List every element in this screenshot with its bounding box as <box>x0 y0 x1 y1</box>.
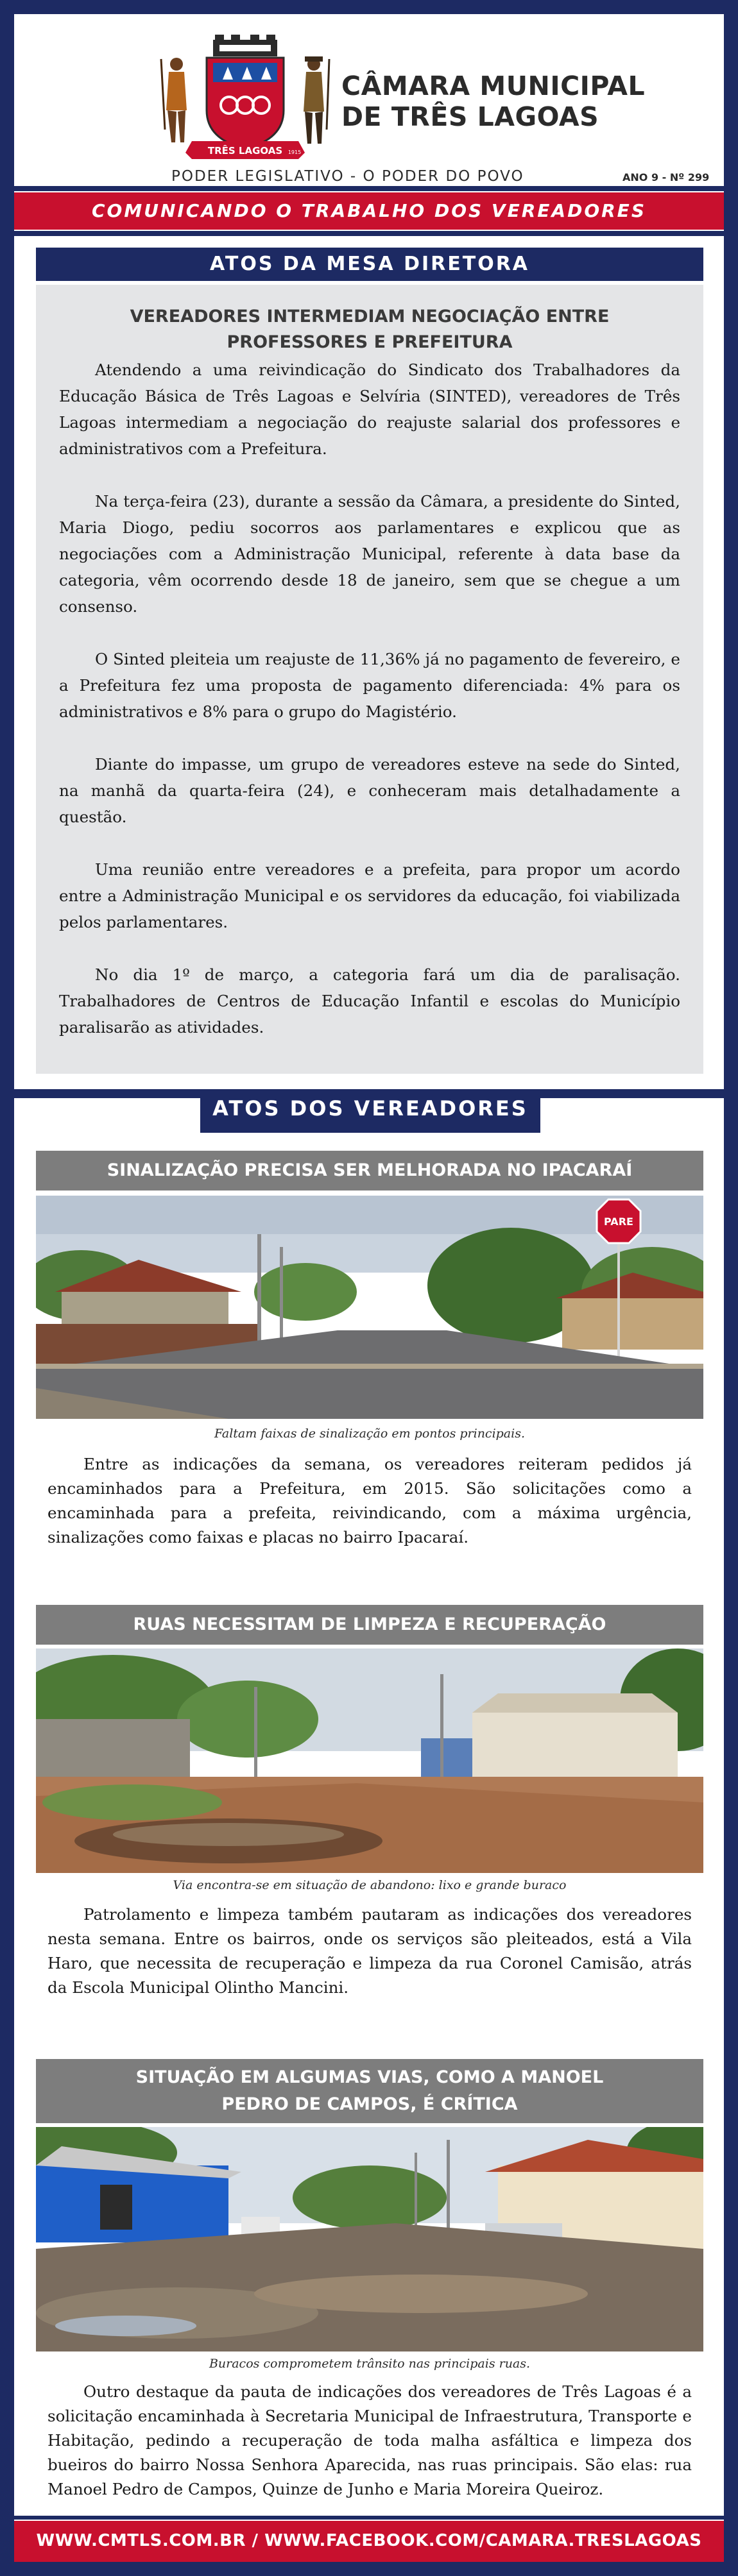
footer-links-bar[interactable] <box>14 2520 724 2562</box>
paragraph: Patrolamento e limpeza também pautaram as indicações dos vereadores nesta semana. Entre os bairros, onde os serviços são pleiteados, está a Vila Haro, que necessita de recuperação e limpeza da rua Coronel Camisão, atrás da Escola Municipal Olintho Mancini. <box>47 1905 692 1997</box>
paragraph: Diante do impasse, um grupo de vereadores esteve na sede do Sinted, na manhã da quarta-feira (24), e conheceram mais detalhadamente a questão. <box>59 755 680 826</box>
paragraph: Uma reunião entre vereadores e a prefeita, para propor um acordo entre a Administração Municipal e os servidores da educação, foi viabilizada pelos parlamentares. <box>59 860 680 931</box>
brand-title-line2: DE TRÊS LAGOAS <box>341 101 599 132</box>
paragraph: O Sinted pleiteia um reajuste de 11,36% já no pagamento de fevereiro, e a Prefeitura fez uma proposta de pagamento diferenciada: 4% para os administrativos e 8% para o grupo do Magistério. <box>59 650 680 721</box>
article-1-caption: Faltam faixas de sinalização em pontos principais. <box>214 1427 525 1441</box>
footer-links[interactable]: WWW.CMTLS.COM.BR / WWW.FACEBOOK.COM/CAMARA.TRESLAGOAS <box>36 2531 702 2550</box>
ribbon-banner <box>185 141 305 159</box>
mesa-article-headline <box>62 304 678 355</box>
mesa-headline-line2: PROFESSORES E PREFEITURA <box>227 332 513 352</box>
ribbon-label: TRÊS LAGOAS <box>207 145 283 157</box>
brand-title-line1: CÂMARA MUNICIPAL <box>341 71 646 101</box>
paragraph: Outro destaque da pauta de indicações dos vereadores de Três Lagoas é a solicitação encaminhada à Secretaria Municipal de Infraestrutura, Transporte e Habitação, pedindo a recuperação de toda malha asfáltica e limpeza dos bueiros do bairro Nossa Senhora Aparecida, nas ruas principais. São elas: rua Manoel Pedro de Campos, Quinze de Junho e Maria Moreira Queiroz. <box>47 2382 692 2498</box>
article-3-caption: Buracos comprometem trânsito nas principais ruas. <box>209 2357 531 2371</box>
left-figure-icon <box>161 58 187 142</box>
brand-title <box>341 71 645 132</box>
headline-banner-text: COMUNICANDO O TRABALHO DOS VEREADORES <box>92 200 646 221</box>
edition-number: ANO 9 - Nº 299 <box>622 171 710 183</box>
stop-sign-label: PARE <box>604 1216 633 1228</box>
shield-icon <box>207 58 284 149</box>
article-3-title <box>36 2059 703 2123</box>
mesa-headline-line1: VEREADORES INTERMEDIAM NEGOCIAÇÃO ENTRE <box>130 307 610 326</box>
mesa-article <box>36 285 703 1074</box>
masthead <box>14 14 724 186</box>
crown-icon <box>213 35 277 56</box>
article-2-photo <box>36 1648 703 1873</box>
article-3-photo <box>36 2127 703 2351</box>
vereadores-section <box>14 1098 724 2516</box>
ribbon-year: 1915 <box>287 149 302 155</box>
mesa-section-title: ATOS DA MESA DIRETORA <box>36 248 703 281</box>
paragraph: Na terça-feira (23), durante a sessão da Câmara, a presidente do Sinted, Maria Diogo, pediu socorros aos parlamentares e explicou que as negociações com a Administração Municipal, referente à data base da categoria, vêm ocorrendo desde 18 de janeiro, sem que se chegue a um consenso. <box>59 492 680 616</box>
article-1-title: SINALIZAÇÃO PRECISA SER MELHORADA NO IPACARAÍ <box>36 1151 703 1191</box>
paragraph: Atendendo a uma reivindicação do Sindicato dos Trabalhadores da Educação Básica de Três Lagoas e Selvíria (SINTED), vereadores de Três Lagoas intermediam a negociação do reajuste salarial dos professores e administrativos com a Prefeitura. <box>59 360 680 458</box>
coat-of-arms-logo <box>152 33 338 162</box>
article-1-photo <box>36 1196 703 1419</box>
article-2-caption: Via encontra-se em situação de abandono: lixo e grande buraco <box>173 1878 567 1892</box>
article-3-title-line1: SITUAÇÃO EM ALGUMAS VIAS, COMO A MANOEL <box>135 2067 604 2087</box>
tagline: PODER LEGISLATIVO - O PODER DO POVO <box>171 168 524 185</box>
mesa-article-body <box>59 357 680 1067</box>
article-3-body <box>47 2380 692 2502</box>
paragraph: Entre as indicações da semana, os vereadores reiteram pedidos já encaminhados para a Prefeitura, em 2015. São solicitações como a encaminhada para a prefeita, reivindicando, com a máxima urgência, sinalizações como faixas e placas no bairro Ipacaraí. <box>47 1455 692 1546</box>
article-1-body <box>47 1452 692 1550</box>
headline-banner <box>14 191 724 231</box>
article-3-title-line2: PEDRO DE CAMPOS, É CRÍTICA <box>221 2094 518 2114</box>
right-figure-icon <box>304 56 329 144</box>
article-2-body <box>47 1902 692 2000</box>
vereadores-section-title: ATOS DOS VEREADORES <box>200 1090 540 1133</box>
article-2-title: RUAS NECESSITAM DE LIMPEZA E RECUPERAÇÃO <box>36 1605 703 1645</box>
paragraph: No dia 1º de março, a categoria fará um dia de paralisação. Trabalhadores de Centros de Educação Infantil e escolas do Município paralisarão as atividades. <box>59 965 680 1037</box>
mesa-diretora-section <box>14 236 724 1089</box>
